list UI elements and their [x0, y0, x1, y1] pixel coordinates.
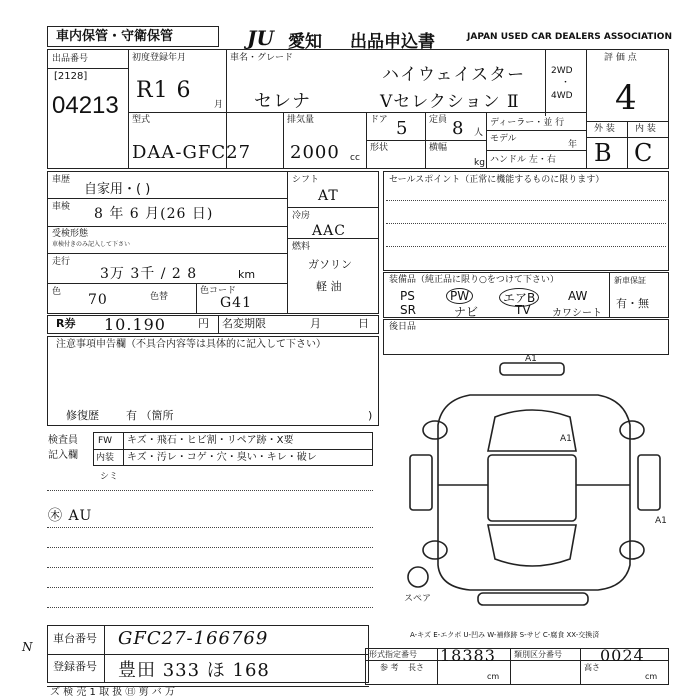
recycle-unit: 円	[198, 317, 209, 330]
score-label: 評 価 点	[604, 53, 637, 63]
chassis-label: 車台番号	[53, 632, 97, 645]
diagram-legend: A-キズ E-エクボ U-凹み W-補修跡 S-サビ C-腐食 XX-交換済	[410, 631, 600, 639]
recycle-label: R券	[56, 317, 76, 330]
equipment-ps: PS	[400, 289, 415, 303]
new-car-warranty-label: 新車保証	[614, 276, 646, 285]
plate-value: 豊田 333 ほ 168	[118, 660, 270, 681]
drive-sep: ・	[561, 78, 571, 88]
height-label: 高さ	[584, 663, 600, 672]
diagram-mirror-right	[620, 421, 644, 439]
diagram-mirror-left	[423, 421, 447, 439]
shape-code-label: 形式指定番号	[369, 650, 417, 659]
form-title: 出品申込書	[350, 32, 435, 52]
color-code-label: 色コード	[200, 286, 237, 296]
repair-value: 有 （箇所	[126, 409, 174, 422]
km-unit: km	[238, 268, 256, 281]
selling-points-label: セールスポイント（正常に機能するものに限ります）	[389, 175, 605, 185]
mileage-value: 3万 3千 / 2 8	[100, 266, 198, 282]
diagram-wheel-front-right	[620, 541, 644, 559]
ref-label: 参 考	[380, 663, 399, 672]
color-code-value: G41	[220, 295, 252, 311]
cm-unit-1: cm	[487, 672, 500, 681]
storage-label: 車内保管・守衛保管	[56, 29, 174, 44]
dealer-label: ディーラー・並 行	[490, 118, 565, 128]
diagram-spare-label: スペア	[404, 594, 432, 604]
doors-label: ドア	[370, 115, 388, 125]
repair-label: 修復歴	[66, 409, 99, 422]
fuel-light-oil: 軽 油	[316, 280, 342, 293]
category-value: 0024	[600, 646, 645, 665]
inspector-label-2: 記入欄	[48, 450, 78, 461]
ac-label: 冷房	[292, 211, 311, 221]
post-day-box	[383, 319, 669, 355]
shift-value: AT	[318, 188, 339, 204]
cm-unit-2: cm	[645, 672, 658, 681]
margin-mark: N	[22, 640, 34, 654]
inspector-handwritten-note: ㊍ AU	[48, 508, 93, 524]
diagram-side-right	[638, 455, 660, 510]
inspection-label: 車検	[52, 202, 71, 212]
usage-value: 自家用・( )	[84, 182, 151, 197]
category-label: 類別区分番号	[514, 650, 562, 659]
color-value: 70	[88, 292, 108, 308]
inspector-row3-text: シミ	[100, 472, 119, 482]
exterior-score: B	[594, 139, 613, 167]
equipment-tv: TV	[515, 303, 531, 317]
capacity-label: 定員	[429, 115, 448, 125]
name-change-label: 名変期限	[222, 317, 266, 330]
equipment-label: 装備品（純正品に限り○をつけて下さい）	[389, 275, 559, 285]
inspector-row1-text: キズ・飛石・ヒビ割・リペア跡・X要	[127, 435, 294, 446]
diagram-front-bumper	[478, 593, 588, 605]
length-label: 長さ	[408, 663, 424, 672]
recycle-value: 10.190	[104, 315, 166, 334]
shift-label: シフト	[292, 175, 320, 185]
drive-2wd: 2WD	[551, 66, 573, 76]
selling-points-box	[383, 171, 669, 271]
type-label: 型式	[132, 115, 151, 125]
color-label: 色	[52, 287, 62, 297]
diagram-mark-1: A1	[525, 355, 537, 364]
equipment-aw: AW	[568, 289, 588, 303]
diagram-side-left	[410, 455, 432, 510]
model-year-unit: 年	[568, 140, 578, 150]
bottom-row-text: ズ 検 売 1 取 扱 ㊐ 剪 バ 万	[50, 687, 175, 698]
association-name: JAPAN USED CAR DEALERS ASSOCIATION	[467, 32, 672, 42]
inspector-row1-tag: FW	[98, 436, 113, 446]
fuel-gas: ガソリン	[308, 258, 352, 271]
fuel-label: 燃料	[292, 242, 311, 252]
shape-label: 形状	[370, 143, 389, 153]
equipment-pw: PW	[446, 288, 473, 304]
plate-label: 登録番号	[53, 660, 97, 673]
model-grade-label: 車名・グレード	[230, 53, 294, 63]
equipment-kawaseat: カワシート	[552, 308, 602, 319]
capacity-unit: 人	[474, 128, 484, 138]
model-year-label: モデル	[490, 134, 517, 144]
equipment-airbag: エアB	[499, 288, 539, 307]
month-unit: 月	[214, 100, 224, 110]
lot-label: 出品番号	[52, 54, 89, 64]
name-change-day: 日	[358, 317, 369, 330]
ju-logo-icon: JU	[247, 26, 274, 50]
new-car-warranty-value: 有・無	[616, 297, 649, 310]
name-change-month: 月	[310, 317, 321, 330]
usage-label: 車歴	[52, 175, 71, 185]
displacement-value: 2000	[290, 142, 340, 163]
score-value: 4	[615, 78, 638, 118]
chassis-value: GFC27-166769	[118, 628, 269, 649]
interior-label: 内 装	[635, 124, 656, 134]
diagram-wheel-front-left	[423, 541, 447, 559]
form-label: 受検形態	[52, 229, 89, 239]
doors-value: 5	[396, 118, 409, 139]
cc-unit: cc	[350, 153, 360, 163]
width-label: 横幅	[429, 143, 448, 153]
form-note: 車検付きのみ記入して下さい	[52, 241, 131, 248]
model-variant: Vセレクション Ⅱ	[380, 92, 520, 112]
lot-number: 04213	[52, 92, 119, 119]
recycle-box	[47, 315, 379, 334]
diagram-mark-2: A1	[560, 434, 572, 444]
model-value: セレナ	[254, 91, 311, 112]
repair-close: )	[368, 409, 373, 422]
displacement-label: 排気量	[287, 115, 315, 125]
exterior-label: 外 装	[594, 124, 615, 134]
equipment-sr: SR	[400, 303, 416, 317]
post-day-label: 後日品	[389, 322, 417, 332]
diagram-rear-window	[488, 410, 576, 451]
notes-label: 注意事項申告欄（不具合内容等は具体的に記入して下さい）	[56, 339, 326, 350]
mileage-label: 走行	[52, 257, 71, 267]
diagram-body-outline	[438, 395, 630, 590]
grade-value: ハイウェイスター	[382, 65, 526, 85]
diagram-mark-3: A1	[655, 516, 667, 526]
inspection-value: 8 年 6 月(26 日)	[94, 206, 214, 222]
diagram-roof	[488, 455, 576, 521]
diagram-roof-top	[500, 363, 564, 375]
car-damage-diagram	[400, 355, 670, 625]
first-reg-label: 初度登録年月	[132, 53, 187, 63]
inspector-row2-tag: 内装	[96, 453, 115, 463]
kg-unit: kg	[474, 158, 485, 168]
drive-4wd: 4WD	[551, 91, 573, 101]
diagram-spare-tire	[408, 567, 428, 587]
ac-value: AAC	[312, 223, 346, 239]
inspector-label-1: 検査員	[48, 435, 78, 446]
logo-text: 愛知	[288, 32, 322, 52]
equipment-navi: ナビ	[454, 305, 479, 319]
first-reg-value: R1 6	[136, 78, 192, 103]
capacity-value: 8	[452, 118, 465, 139]
type-value: DAA-GFC27	[132, 142, 252, 163]
diagram-front-window	[488, 525, 576, 566]
inspector-row2-text: キズ・汚レ・コゲ・穴・臭い・キレ・破レ	[127, 452, 317, 463]
shape-code-value: 18383	[440, 646, 496, 665]
lot-sub-number: [2128]	[54, 71, 88, 82]
handle-label: ハンドル 左・右	[490, 155, 556, 165]
color-change-label: 色替	[150, 292, 169, 302]
interior-score: C	[634, 139, 654, 167]
